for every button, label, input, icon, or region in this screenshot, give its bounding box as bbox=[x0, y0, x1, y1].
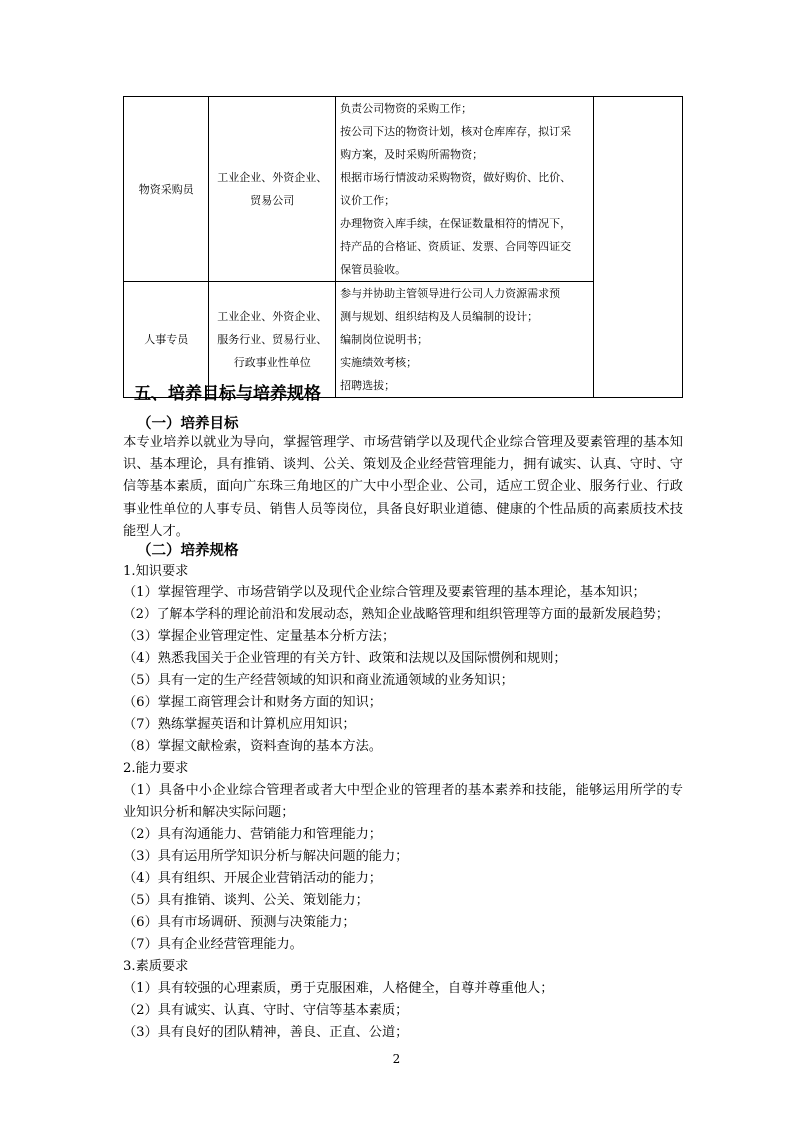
list-item: （1）具有较强的心理素质，勇于克服困难，人格健全，自尊并尊重他人； bbox=[123, 981, 554, 996]
list-item: （3）掌握企业管理定性、定量基本分析方法； bbox=[123, 629, 396, 644]
list-item: （5）具有推销、谈判、公关、策划能力； bbox=[123, 893, 369, 908]
table-row bbox=[124, 97, 683, 282]
position-cell: 物资采购员 bbox=[124, 97, 209, 282]
section-title: 五、培养目标与培养规格 bbox=[134, 384, 321, 404]
list-item: （3）具有运用所学知识分析与解决问题的能力； bbox=[123, 849, 409, 864]
duties-cell: 参与并协助主管领导进行公司人力资源需求预 测与规划、组织结构及人员编制的设计； 编制岗位说明书； 实施绩效考核； 招聘选拔； bbox=[336, 282, 593, 398]
list-item: （8）掌握文献检索，资料查询的基本方法。 bbox=[123, 739, 382, 754]
knowledge-title: 1.知识要求 bbox=[123, 564, 189, 579]
duties-cell: 负责公司物资的采购工作； 按公司下达的物资计划，核对仓库库存，拟订采 购方案，及时采购所需物资； 根据市场行情波动采购物资，做好购价、比价、 议价工作； 办理物资入库手续，在保证数量相符的情况下， 持产品的合格证、资质证、发票、合同等四证交 保管员验收。 bbox=[336, 97, 593, 282]
list-item: （2）了解本学科的理论前沿和发展动态，熟知企业战略管理和组织管理等方面的最新发展趋势； bbox=[123, 607, 669, 622]
goal-title: （一）培养目标 bbox=[137, 416, 239, 432]
page-number: 2 bbox=[392, 1052, 401, 1066]
units-cell: 工业企业、外资企业、 服务行业、贸易行业、 行政事业性单位 bbox=[209, 282, 336, 398]
list-item: （4）熟悉我国关于企业管理的有关方针、政策和法规以及国际惯例和规则； bbox=[123, 651, 567, 666]
position-cell: 人事专员 bbox=[124, 282, 209, 398]
empty-cell bbox=[593, 97, 683, 398]
list-item: （2）具有沟通能力、营销能力和管理能力； bbox=[123, 827, 382, 842]
list-item: （7）熟练掌握英语和计算机应用知识； bbox=[123, 717, 356, 732]
quality-title: 3.素质要求 bbox=[123, 959, 189, 974]
list-item: （2）具有诚实、认真、守时、守信等基本素质； bbox=[123, 1003, 409, 1018]
units-cell: 工业企业、外资企业、 贸易公司 bbox=[209, 97, 336, 282]
list-item: （4）具有组织、开展企业营销活动的能力； bbox=[123, 871, 382, 886]
list-item: （6）具有市场调研、预测与决策能力； bbox=[123, 915, 356, 930]
list-item: （7）具有企业经营管理能力。 bbox=[123, 937, 303, 952]
list-item: （5）具有一定的生产经营领域的知识和商业流通领域的业务知识； bbox=[123, 673, 514, 688]
list-item: （3）具有良好的团队精神，善良、正直、公道； bbox=[123, 1025, 409, 1040]
list-item: （1）具备中小企业综合管理者或者大中型企业的管理者的基本素养和技能，能够运用所学的专业知识分析和解决实际问题； bbox=[123, 783, 683, 820]
list-item: （1）掌握管理学、市场营销学以及现代企业综合管理及要素管理的基本理论，基本知识； bbox=[123, 585, 646, 600]
job-table bbox=[123, 96, 683, 398]
spec-title: （二）培养规格 bbox=[137, 543, 239, 559]
goal-paragraph: 本专业培养以就业为导向，掌握管理学、市场营销学以及现代企业综合管理及要素管理的基本知识、基本理论，具有推销、谈判、公关、策划及企业经营管理能力，拥有诚实、认真、守时、守信等基本素质，面向广东珠三角地区的广大中小型企业、公司，适应工贸企业、服务行业、行政事业性单位的人事专员、销售人员等岗位，具备良好职业道德、健康的个性品质的高素质技术技能型人才。 bbox=[123, 435, 683, 539]
ability-title: 2.能力要求 bbox=[123, 761, 189, 776]
list-item: （6）掌握工商管理会计和财务方面的知识； bbox=[123, 695, 382, 710]
